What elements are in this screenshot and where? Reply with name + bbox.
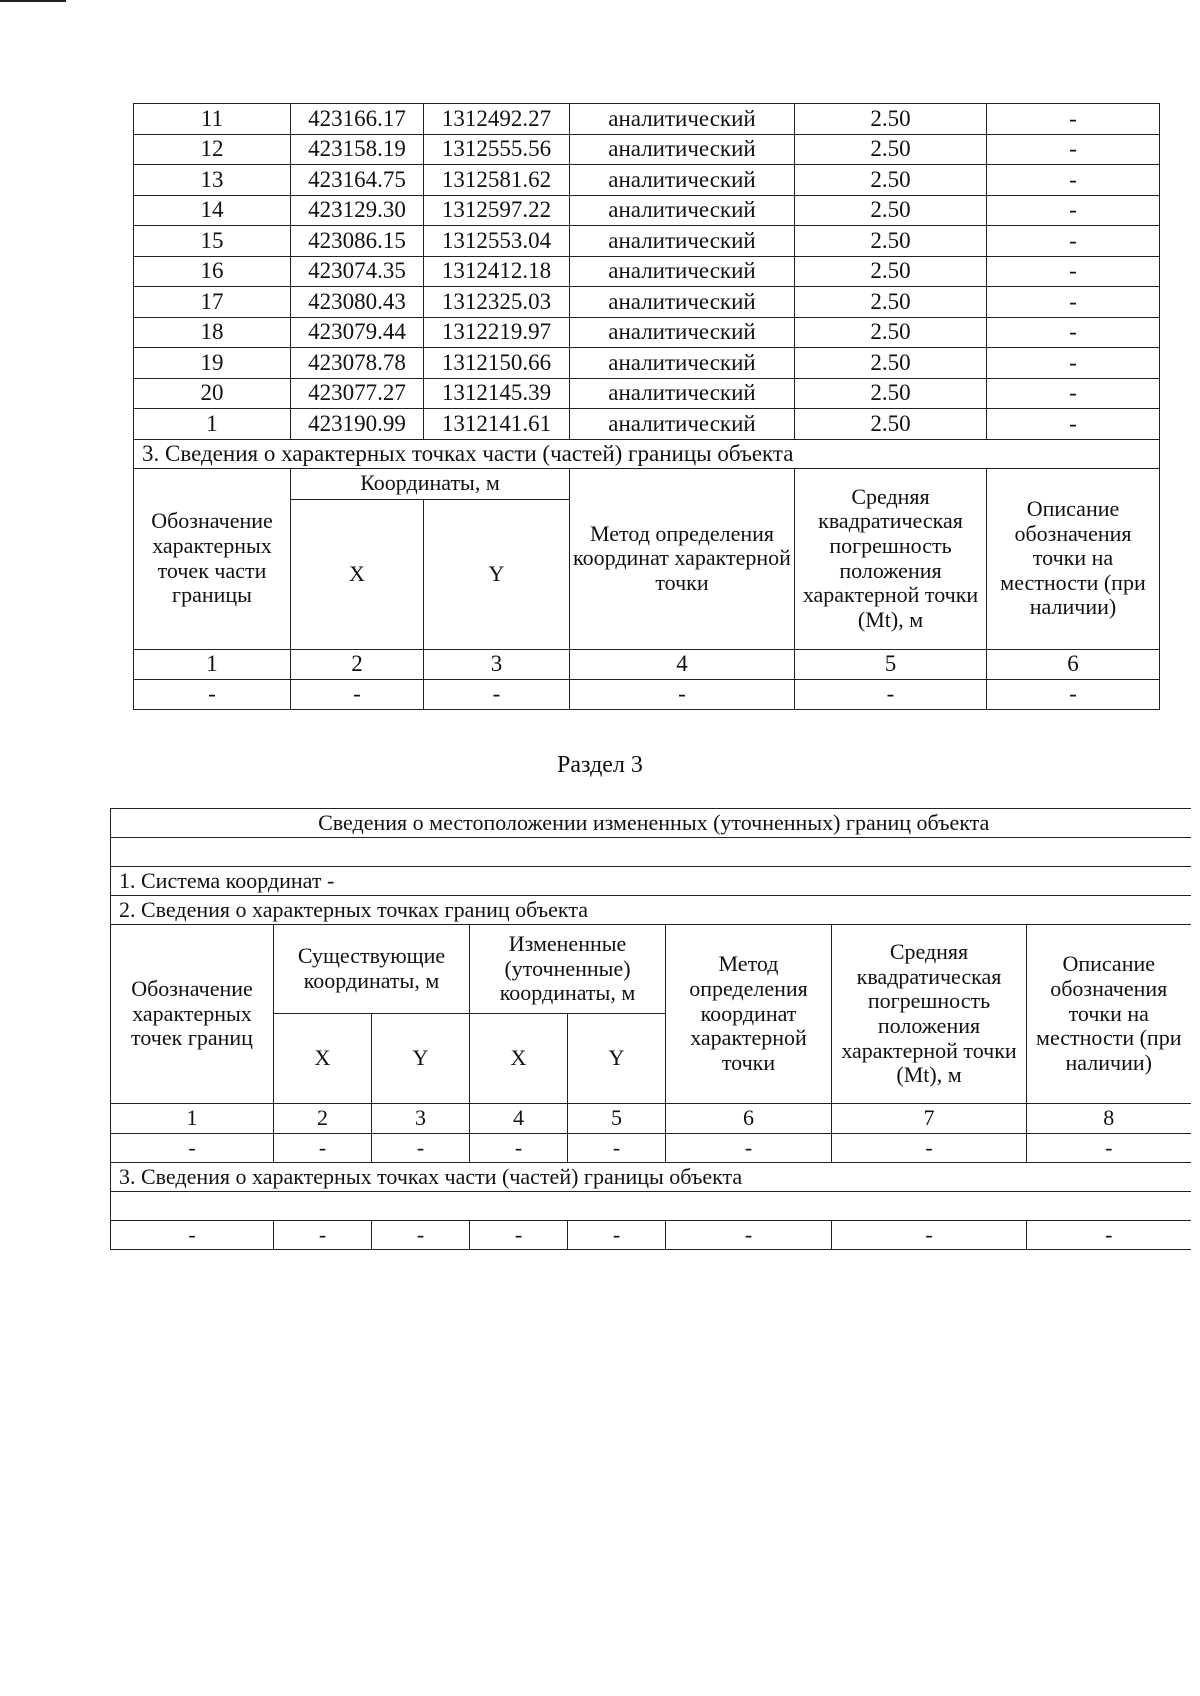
point-number: 12 xyxy=(134,134,291,165)
section3-empty-line xyxy=(111,838,1191,867)
header-y: Y xyxy=(424,499,570,649)
col-number: 4 xyxy=(570,649,795,679)
empty-cell: - xyxy=(372,1134,470,1163)
empty-line xyxy=(111,838,1191,867)
boundary-point-row xyxy=(134,134,1160,165)
col-number: 5 xyxy=(568,1104,666,1134)
mt-value: 2.50 xyxy=(795,104,987,135)
point-number: 16 xyxy=(134,256,291,287)
coord-x: 423129.30 xyxy=(291,195,424,226)
header-desc: Описание обозначения точки на местности (при наличии) xyxy=(987,468,1160,649)
empty-cell: - xyxy=(570,679,795,709)
header-y-changed: Y xyxy=(568,1014,666,1104)
method: аналитический xyxy=(570,104,795,135)
section3-part-empty-row xyxy=(111,1221,1191,1250)
point-number: 13 xyxy=(134,165,291,196)
empty-cell: - xyxy=(134,679,291,709)
scan-edge-mark xyxy=(0,0,66,2)
coord-x: 423166.17 xyxy=(291,104,424,135)
empty-cell: - xyxy=(568,1134,666,1163)
section3-part-empty-line xyxy=(111,1192,1191,1221)
method: аналитический xyxy=(570,256,795,287)
header-y-existing: Y xyxy=(372,1014,470,1104)
method: аналитический xyxy=(570,134,795,165)
coord-y: 1312150.66 xyxy=(424,348,570,379)
col-number: 3 xyxy=(424,649,570,679)
boundary-point-row xyxy=(134,348,1160,379)
header-method: Метод определения координат характерной точки xyxy=(666,925,832,1104)
description: - xyxy=(987,226,1160,257)
mt-value: 2.50 xyxy=(795,378,987,409)
coord-y: 1312553.04 xyxy=(424,226,570,257)
method: аналитический xyxy=(570,195,795,226)
empty-cell: - xyxy=(470,1134,568,1163)
method: аналитический xyxy=(570,287,795,318)
mt-value: 2.50 xyxy=(795,226,987,257)
boundary-points-table xyxy=(133,103,1160,710)
section3-part-title: 3. Сведения о характерных точках части (частей) границы объекта xyxy=(111,1163,1191,1192)
empty-cell: - xyxy=(424,679,570,709)
method: аналитический xyxy=(570,317,795,348)
coord-x: 423190.99 xyxy=(291,409,424,440)
boundary-point-row xyxy=(134,378,1160,409)
boundary-point-row xyxy=(134,409,1160,440)
empty-cell: - xyxy=(832,1221,1027,1250)
empty-cell: - xyxy=(987,679,1160,709)
coord-x: 423158.19 xyxy=(291,134,424,165)
col-number: 8 xyxy=(1027,1104,1191,1134)
header-desc: Описание обозначения точки на местности (при наличии) xyxy=(1027,925,1191,1104)
coord-x: 423079.44 xyxy=(291,317,424,348)
col-number: 7 xyxy=(832,1104,1027,1134)
mt-value: 2.50 xyxy=(795,317,987,348)
description: - xyxy=(987,409,1160,440)
coord-x: 423078.78 xyxy=(291,348,424,379)
description: - xyxy=(987,256,1160,287)
point-number: 19 xyxy=(134,348,291,379)
boundary-points-body xyxy=(134,104,1160,440)
section3-column-numbers xyxy=(111,1104,1191,1134)
mt-value: 2.50 xyxy=(795,256,987,287)
empty-cell: - xyxy=(1027,1221,1191,1250)
col-number: 1 xyxy=(134,649,291,679)
empty-cell: - xyxy=(795,679,987,709)
description: - xyxy=(987,317,1160,348)
col-number: 3 xyxy=(372,1104,470,1134)
boundary-point-row xyxy=(134,287,1160,318)
empty-cell: - xyxy=(832,1134,1027,1163)
header-designation: Обозначение характерных точек части границы xyxy=(134,468,291,649)
coord-y: 1312141.61 xyxy=(424,409,570,440)
header-x-existing: X xyxy=(274,1014,372,1104)
part-points-block xyxy=(134,439,1160,709)
point-number: 15 xyxy=(134,226,291,257)
coord-x: 423164.75 xyxy=(291,165,424,196)
empty-cell: - xyxy=(274,1134,372,1163)
empty-cell: - xyxy=(274,1221,372,1250)
mt-value: 2.50 xyxy=(795,409,987,440)
coord-x: 423080.43 xyxy=(291,287,424,318)
changed-boundaries-table xyxy=(110,808,1191,1250)
coord-y: 1312145.39 xyxy=(424,378,570,409)
part-title-row xyxy=(134,439,1160,468)
description: - xyxy=(987,134,1160,165)
col-number: 6 xyxy=(987,649,1160,679)
col-number: 6 xyxy=(666,1104,832,1134)
coord-y: 1312492.27 xyxy=(424,104,570,135)
coord-x: 423086.15 xyxy=(291,226,424,257)
method: аналитический xyxy=(570,226,795,257)
mt-value: 2.50 xyxy=(795,195,987,226)
section3-empty-row xyxy=(111,1134,1191,1163)
coord-x: 423074.35 xyxy=(291,256,424,287)
boundary-point-row xyxy=(134,317,1160,348)
coord-y: 1312555.56 xyxy=(424,134,570,165)
method: аналитический xyxy=(570,409,795,440)
col-number: 5 xyxy=(795,649,987,679)
section3-header-row-1 xyxy=(111,925,1191,1014)
section3-title-row xyxy=(111,809,1191,838)
method: аналитический xyxy=(570,378,795,409)
header-mt: Средняя квадратическая погрешность положения характерной точки (Mt), м xyxy=(795,468,987,649)
empty-cell: - xyxy=(666,1221,832,1250)
coord-y: 1312597.22 xyxy=(424,195,570,226)
boundary-point-row xyxy=(134,165,1160,196)
part-empty-row xyxy=(134,679,1160,709)
mt-value: 2.50 xyxy=(795,287,987,318)
col-number: 2 xyxy=(274,1104,372,1134)
description: - xyxy=(987,287,1160,318)
boundary-point-row xyxy=(134,195,1160,226)
part-header-row-1 xyxy=(134,468,1160,499)
coord-x: 423077.27 xyxy=(291,378,424,409)
boundary-point-row xyxy=(134,104,1160,135)
empty-cell: - xyxy=(291,679,424,709)
coord-system: 1. Система координат - xyxy=(111,867,1191,896)
section3-title: Сведения о местоположении измененных (уточненных) границ объекта xyxy=(111,809,1191,838)
section3-part-title-row xyxy=(111,1163,1191,1192)
header-x: X xyxy=(291,499,424,649)
empty-cell: - xyxy=(666,1134,832,1163)
points-title: 2. Сведения о характерных точках границ объекта xyxy=(111,896,1191,925)
point-number: 11 xyxy=(134,104,291,135)
col-number: 1 xyxy=(111,1104,274,1134)
points-title-row xyxy=(111,896,1191,925)
col-number: 4 xyxy=(470,1104,568,1134)
point-number: 14 xyxy=(134,195,291,226)
point-number: 1 xyxy=(134,409,291,440)
header-changed: Измененные (уточненные) координаты, м xyxy=(470,925,666,1014)
empty-cell: - xyxy=(372,1221,470,1250)
method: аналитический xyxy=(570,165,795,196)
empty-cell: - xyxy=(470,1221,568,1250)
description: - xyxy=(987,378,1160,409)
section-heading: Раздел 3 xyxy=(557,752,643,778)
header-mt: Средняя квадратическая погрешность положения характерной точки (Mt), м xyxy=(832,925,1027,1104)
empty-line xyxy=(111,1192,1191,1221)
point-number: 20 xyxy=(134,378,291,409)
boundary-point-row xyxy=(134,226,1160,257)
header-existing: Существующие координаты, м xyxy=(274,925,470,1014)
method: аналитический xyxy=(570,348,795,379)
empty-cell: - xyxy=(1027,1134,1191,1163)
coord-y: 1312219.97 xyxy=(424,317,570,348)
mt-value: 2.50 xyxy=(795,348,987,379)
header-x-changed: X xyxy=(470,1014,568,1104)
header-method: Метод определения координат характерной точки xyxy=(570,468,795,649)
coord-system-row xyxy=(111,867,1191,896)
coord-y: 1312581.62 xyxy=(424,165,570,196)
col-number: 2 xyxy=(291,649,424,679)
description: - xyxy=(987,195,1160,226)
description: - xyxy=(987,165,1160,196)
mt-value: 2.50 xyxy=(795,165,987,196)
coord-y: 1312412.18 xyxy=(424,256,570,287)
header-coords: Координаты, м xyxy=(291,468,570,499)
part-column-numbers xyxy=(134,649,1160,679)
boundary-point-row xyxy=(134,256,1160,287)
empty-cell: - xyxy=(111,1221,274,1250)
point-number: 17 xyxy=(134,287,291,318)
point-number: 18 xyxy=(134,317,291,348)
description: - xyxy=(987,104,1160,135)
coord-y: 1312325.03 xyxy=(424,287,570,318)
description: - xyxy=(987,348,1160,379)
part-title: 3. Сведения о характерных точках части (частей) границы объекта xyxy=(134,439,1160,468)
mt-value: 2.50 xyxy=(795,134,987,165)
empty-cell: - xyxy=(111,1134,274,1163)
header-designation: Обозначение характерных точек границ xyxy=(111,925,274,1104)
empty-cell: - xyxy=(568,1221,666,1250)
